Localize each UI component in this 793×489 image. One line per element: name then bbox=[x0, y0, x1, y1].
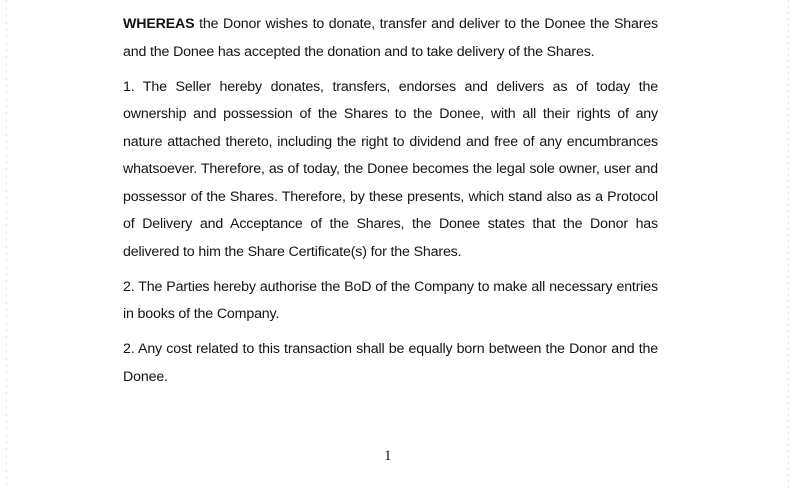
clause-1-text: 1. The Seller hereby donates, transfers, endorses and delivers as of today the ownership and possession of the Shares to the Donee, with all their rights of any nature attached thereto, including the right to dividend and free of any encumbrances whatsoever. Therefore, as of today, the Donee becomes the legal sole owner, user and possessor of the Shares. Therefore, by these presents, which stand also as a Protocol of Delivery and Acceptance of the Shares, the Donee states that the Donor has delivered to him the Share Certificate(s) for the Shares. bbox=[123, 78, 658, 260]
document-body bbox=[123, 11, 658, 399]
clause-2-cost bbox=[123, 336, 658, 391]
whereas-text: the Donor wishes to donate, transfer and deliver to the Donee the Shares and the Donee has accepted the donation and to take delivery of the Shares. bbox=[123, 16, 658, 60]
whereas-keyword: WHEREAS bbox=[123, 16, 195, 32]
scan-edge-right bbox=[788, 0, 789, 489]
clause-2 bbox=[123, 274, 658, 329]
clause-2-cost-text: 2. Any cost related to this transaction shall be equally born between the Donor and the Donee. bbox=[123, 341, 658, 385]
whereas-clause bbox=[123, 11, 658, 66]
page-number: 1 bbox=[384, 448, 392, 464]
clause-2-text: 2. The Parties hereby authorise the BoD of the Company to make all necessary entries in books of the Company. bbox=[123, 278, 658, 322]
scan-edge-left bbox=[6, 0, 7, 489]
clause-1 bbox=[123, 74, 658, 267]
